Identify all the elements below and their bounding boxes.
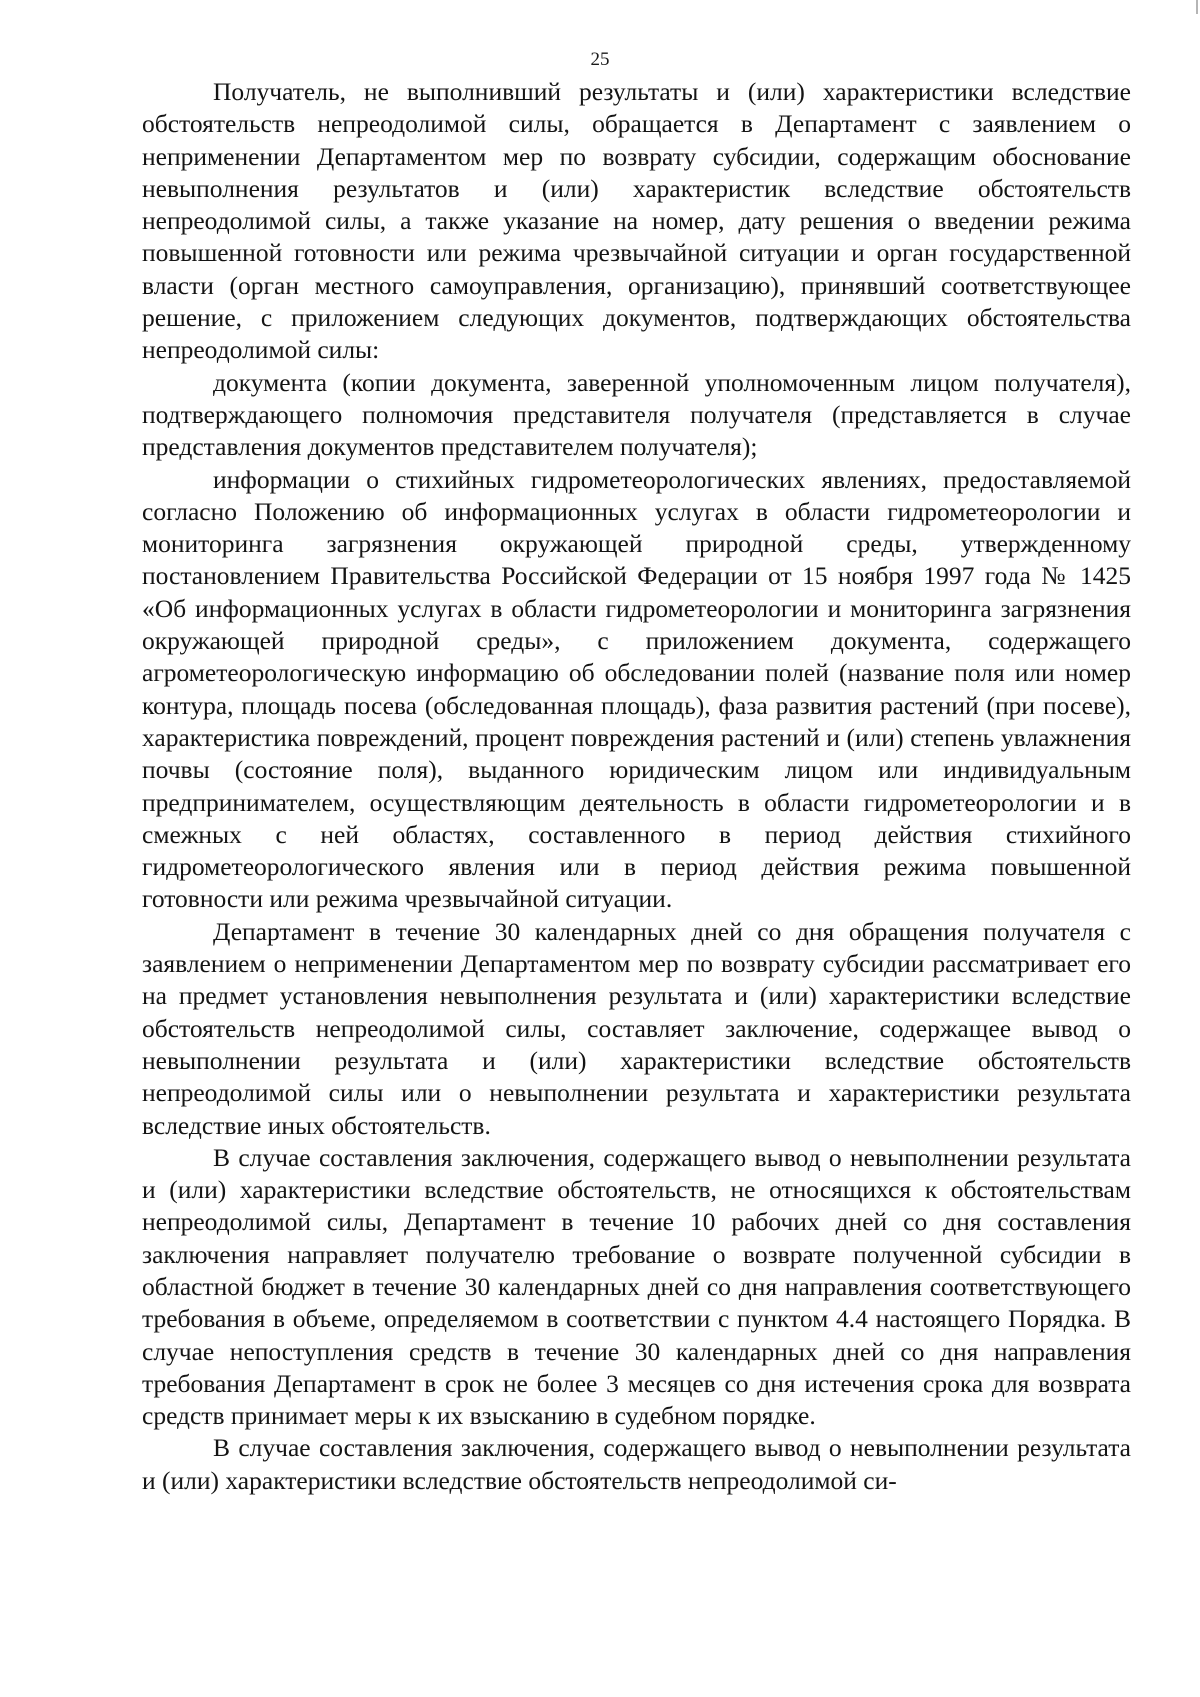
- paragraph-subsidy-return-requirement: В случае составления заключения, содержащего вывод о невыполнении результата и (или) характеристики вследствие обстоятельств, не относящихся к обстоятельствам непреодолимой силы, Департамент в течение 10 рабочих дней со дня составления заключения направляет получателю требование о возврате полученной субсидии в областной бюджет в течение 30 календарных дней со дня направления соответствующего требования в объеме, определяемом в соответствии с пунктом 4.4 настоящего Порядка. В случае непоступления средств в течение 30 календарных дней со дня направления требования Департамент в срок не более 3 месяцев со дня истечения срока для возврата средств принимает меры к их взысканию в судебном порядке.: [142, 1142, 1131, 1431]
- page-number: 25: [590, 49, 610, 70]
- document-body: [142, 76, 1131, 1497]
- scan-edge-mark: [1196, 0, 1198, 14]
- paragraph-hydrometeorological-information: информации о стихийных гидрометеорологических явлениях, предоставляемой согласно Положению об информационных услугах в области гидрометеорологии и мониторинга загрязнения окружающей природной среды, утвержденному постановлением Правительства Российской Федерации от 15 ноября 1997 года № 1425 «Об информационных услугах в области гидрометеорологии и мониторинга загрязнения окружающей природной среды», с приложением документа, содержащего агрометеорологическую информацию об обследовании полей (название поля или номер контура, площадь посева (обследованная площадь), фаза развития растений (при посеве), характеристика повреждений, процент повреждения растений и (или) степень увлажнения почвы (состояние поля), выданного юридическим лицом или индивидуальным предпринимателем, осуществляющим деятельность в области гидрометеорологии и в смежных с ней областях, составленного в период действия стихийного гидрометеорологического явления или в период действия режима повышенной готовности или режима чрезвычайной ситуации.: [142, 464, 1131, 914]
- paragraph-force-majeure-conclusion: В случае составления заключения, содержащего вывод о невыполнении результата и (или) характеристики вследствие обстоятельств непреодолимой си-: [142, 1433, 1131, 1495]
- paragraph-department-review: Департамент в течение 30 календарных дней со дня обращения получателя с заявлением о неприменении Департаментом мер по возврату субсидии рассматривает его на предмет установления невыполнения результата и (или) характеристики вследствие обстоятельств непреодолимой силы, составляет заключение, содержащее вывод о невыполнении результата и (или) характеристики вследствие обстоятельств непреодолимой силы или о невыполнении результата и характеристики результата вследствие иных обстоятельств.: [142, 916, 1131, 1140]
- paragraph-representative-authority-document: документа (копии документа, заверенной уполномоченным лицом получателя), подтверждающего полномочия представителя получателя (представляется в случае представления документов представителем получателя);: [142, 367, 1131, 462]
- paragraph-force-majeure-application: Получатель, не выполнивший результаты и (или) характеристики вследствие обстоятельств непреодолимой силы, обращается в Департамент с заявлением о неприменении Департаментом мер по возврату субсидии, содержащим обоснование невыполнения результатов и (или) характеристик вследствие обстоятельств непреодолимой силы, а также указание на номер, дату решения о введении режима повышенной готовности или режима чрезвычайной ситуации и орган государственной власти (орган местного самоуправления, организацию), принявший соответствующее решение, с приложением следующих документов, подтверждающих обстоятельства непреодолимой силы:: [142, 77, 1131, 365]
